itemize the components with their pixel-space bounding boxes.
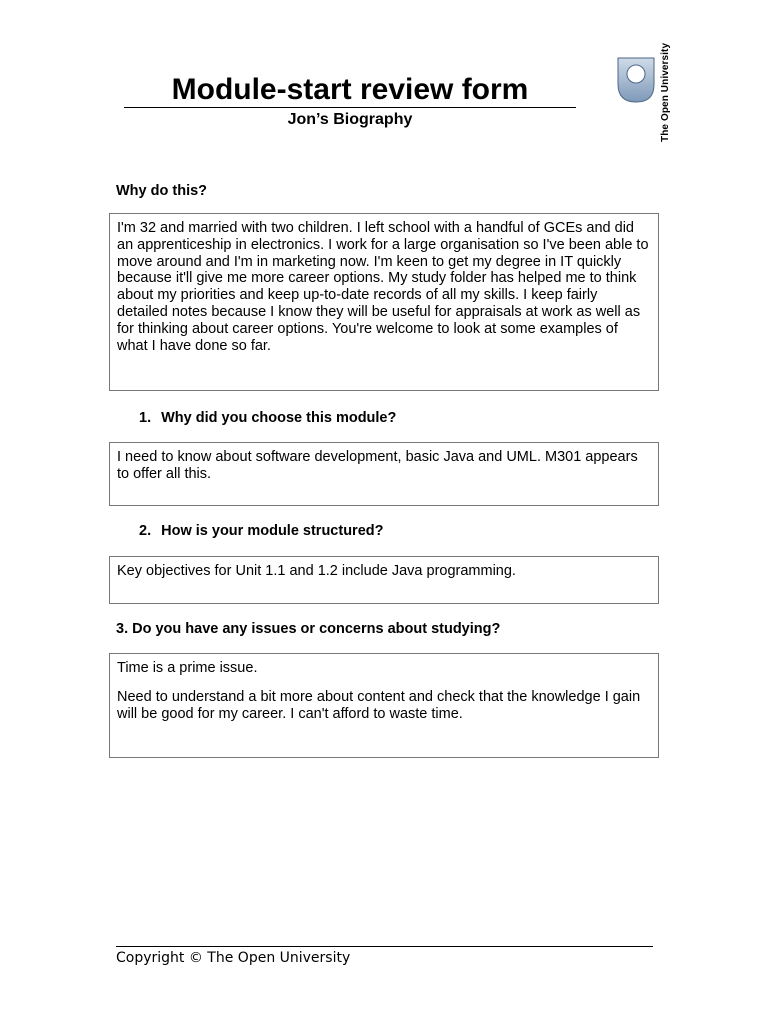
question-2-number: 2. [139,523,152,539]
question-1-number: 1. [139,410,152,426]
question-3-answer-box [109,653,659,758]
title-underline [124,107,576,108]
question-2-answer-box [109,556,659,604]
question-1-heading [139,409,396,427]
question-2-text: How is your module structured? [161,523,384,539]
section-why-heading: Why do this? [116,183,208,199]
question-2-answer: Key objectives for Unit 1.1 and 1.2 include Java programming. [117,563,516,579]
question-1-answer: I need to know about software development, basic Java and UML. M301 appears to offer all this. [117,449,638,482]
question-2-heading [139,522,383,540]
footer-rule [116,946,653,947]
question-3-heading: 3. Do you have any issues or concerns about studying? [116,621,501,637]
question-1-answer-box [109,442,659,506]
section-why-box [109,213,659,391]
question-1-text: Why did you choose this module? [161,410,397,426]
footer-copyright: Copyright © The Open University [116,950,351,966]
open-university-logo-text: The Open University [660,42,671,142]
question-3-answer-1: Time is a prime issue. [117,660,258,676]
question-3-answer-2: Need to understand a bit more about content and check that the knowledge I gain will be good for my career. I can't afford to waste time. [117,688,641,722]
page-subtitle: Jon’s Biography [287,111,413,128]
page-title: Module-start review form [171,73,529,106]
section-why-text: I'm 32 and married with two children. I left school with a handful of GCEs and did an apprenticeship in electronics. I work for a large organisation so I've been able to move around and I'm in marketing now. I'm keen to get my degree in IT quickly because it'll give me more career options. My study folder has helped me to think about my priorities and keep up-to-date records of all my skills. I keep fairly detailed notes because I know they will be useful for appraisals at work as well as for thinking about career options. You're welcome to look at some examples of what I have done so far. [117,220,649,354]
